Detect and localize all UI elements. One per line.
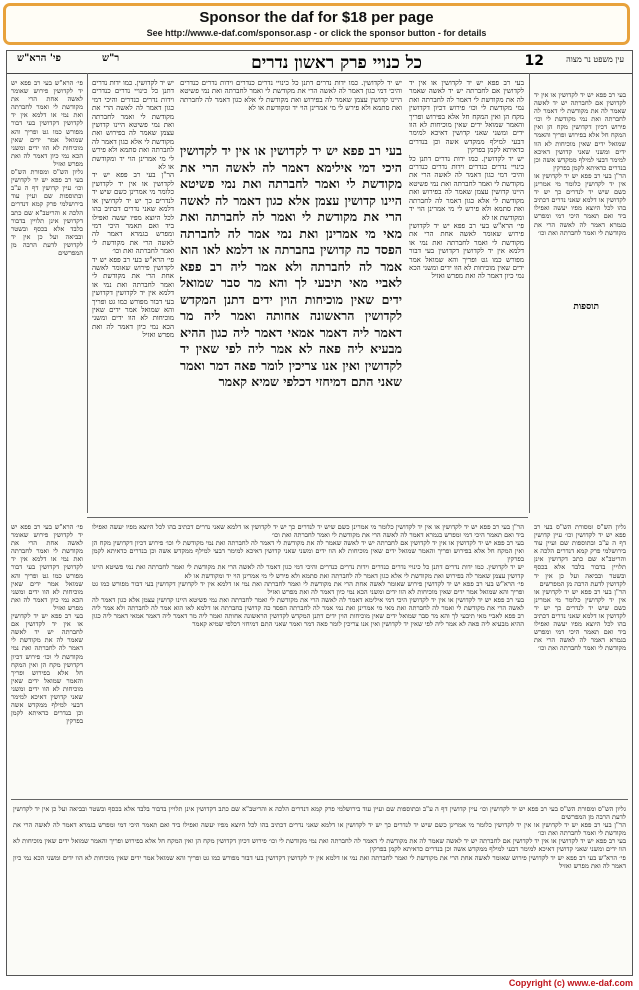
ran-text-3: יש יד לקדושין. כמו ידות נדרים דתנן כל כינויי נדרים כנדרים וידות נדרים כנדרים והיכי דמי כגון דאמר לה לאשה הרי את מקודשת לי ואמר לחברתה ואת נמי פשיטא היינו קדושין עצמן שאמר לה בפירוש ואת מקודשת לי אלא כגון דאמר לה לחברתה ואת סתמא ולא פירש לי מי אמרינן הוי יד ומקודשת או לא <box>92 563 524 580</box>
sponsor-subtitle: See http://www.e-daf.com/sponsor.asp - or click the sponsor button - for details <box>146 28 487 38</box>
rosh-column <box>11 79 83 519</box>
tosafot-heading: תוספות <box>570 301 602 312</box>
gemara-text: בעי רב פפא יש יד לקדושין או אין יד לקדושין היכי דמי אילימא דאמר לה לאשה הרי את מקודשת לי ואמר לחברתה ואת נמי פשיטא היינו קדושין עצמן אלא כגון דאמר לה לאשה הרי את מקודשת לי ואמר לה לחברתה ואת מאי מי אמרינן ואת נמי אמר לה לחברתה הפסד כה קדושין בחברתה או דלמא לאו הוא אמר לה לחברתה ולא אמר ליה רב פפא לאביי מאי תיבעי לך והא מר סבר שמואל ידים שאין מוכיחות הוין ידים דתנן המקדש לקדושין הראשונה אחותה ואמר ליה מר דאמר ליה דאמר אמאי דאמר ליה כגון ההיא מבעיא ליה פאה לא אמר ליה לפי שאין יד לקדושין ואין אנו צריכין לומר פאה דמר ואמר שאני התם דמיחזי דכלפי שמיא קאמר <box>180 143 402 389</box>
bottom-notes-text-3: בעי רב פפא יש יד לקדושין או אין יד לקדושין אם לחברתה יש יד לאשה שאמר לה את מקודשת לי דאמר לה לחברתה ואת נמי מקודשת לי וכו׳ פירוש דכיון דקדושין מקח הן ואין המקח חל אלא בפירוש ופריך והאמר שמואל ידים שאין מוכיחות לא הוו ידים ומשני שאני קדושין דאיכא למימר דבעי למילף ממקדש אשה וכן בנדרים כדאיתא לקמן בפרקין <box>13 837 626 854</box>
tosafot-text-3: פי׳ הרא"ש בעי רב פפא יש יד לקדושין פירוש שאומר לאשה אחת הרי את מקודשת לי ואמר לחברתה ואת נמי או דלמא אין יד לקדושין דקדושין בעי דבור מפורש כמו גט ופריך והא שמואל אמר ידים שאין מוכיחות לא הוו ידים ומשני הכא נמי כיון דאמר לה ואת מפרש ואזיל <box>409 221 524 281</box>
header-left-label: ר"ש <box>102 53 120 64</box>
tosafot-column <box>409 79 524 519</box>
rashi-text: יש יד לקדושין. כמו ידות נדרים דתנן כל כינויי נדרים כנדרים וידות נדרים כנדרים והיכי דמי כגון דאמר לה לאשה הרי את מקודשת לי ואמר לחברתה ואת נמי פשיטא היינו קדושין עצמן שאמר לה בפירוש ואת מקודשת לי אלא כגון דאמר לה לחברתה ואת סתמא ולא פירש לי מי אמרינן הוי יד ומקודשת או לא <box>92 79 174 172</box>
ran-text: הר"ן בעי רב פפא יש יד לקדושין או אין יד לקדושין כלומר מי אמרינן כשם שיש יד לנדרים כך יש יד לקדושין או דלמא שאני נדרים דכתיב בהו לכל היוצא מפיו יעשה ואפילו ביד ואם תאמר היכי דמי ומפרש בגמרא דאמר לה לאשה הרי את מקודשת לי ואמר לחברתה ואת וכו׳ <box>92 523 524 540</box>
tosafot-text-2: יש יד לקדושין. כמו ידות נדרים דתנן כל כינויי נדרים כנדרים וידות נדרים כנדרים והיכי דמי כגון דאמר לה לאשה הרי את מקודשת לי ואמר לחברתה ואת נמי פשיטא היינו קדושין עצמן שאמר לה בפירוש ואת מקודשת לי אלא כגון דאמר לה לחברתה ואת סתמא ולא פירש לי מי אמרינן הוי יד ומקודשת או לא <box>409 154 524 222</box>
bottom-notes <box>13 805 626 967</box>
left-lower-text: פי׳ הרא"ש בעי רב פפא יש יד לקדושין פירוש שאומר לאשה אחת הרי את מקודשת לי ואמר לחברתה ואת נמי או דלמא אין יד לקדושין דקדושין בעי דבור מפורש כמו גט ופריך והא שמואל אמר ידים שאין מוכיחות לא הוו ידים ומשני הכא נמי כיון דאמר לה ואת מפרש ואזיל <box>11 523 83 612</box>
rashi-column <box>92 79 174 519</box>
rosh-text: פי׳ הרא"ש בעי רב פפא יש יד לקדושין פירוש שאומר לאשה אחת הרי את מקודשת לי ואמר לחברתה ואת נמי או דלמא אין יד לקדושין דקדושין בעי דבור מפורש כמו גט ופריך והא שמואל אמר ידים שאין מוכיחות לא הוו ידים ומשני הכא נמי כיון דאמר לה ואת מפרש ואזיל <box>11 79 83 168</box>
bottom-notes-text: גליון הש"ס ומסורת הש"ס בעי רב פפא יש יד לקדושין וכו׳ עיין קדושין דף ה ע"ב ובתוספות שם ועיין עוד בירושלמי פרק קמא דנדרים הלכה א והריטב"א שם כתב דקדושין אינן תלויין בדבור בלבד אלא בכסף ובשטר ובביאה ועל כן אין יד לקדושין לדעת הרבה מן המפרשים <box>13 805 626 822</box>
ran-text-5: בעי רב פפא יש יד לקדושין או אין יד לקדושין היכי דמי אילימא דאמר לה לאשה הרי את מקודשת לי ואמר לחברתה ואת נמי פשיטא היינו קדושין עצמן אלא כגון דאמר לה לאשה הרי את מקודשת לי ואמר לה לחברתה ואת מאי מי אמרינן ואת נמי אמר לה לחברתה הפסד כה קדושין בחברתה או דלמא לאו הוא אמר לה לחברתה ולא אמר ליה רב פפא לאביי מאי תיבעי לך והא מר סבר שמואל ידים שאין מוכיחות הוין ידים דתנן המקדש לקדושין הראשונה אחותה ואמר ליה מר דאמר ליה דאמר אמאי דאמר ליה כגון ההיא מבעיא ליה פאה לא אמר ליה לפי שאין יד לקדושין ואין אנו צריכין לומר פאה דמר ואמר שאני התם דמיחזי דכלפי שמיא קאמר <box>92 595 524 629</box>
horizontal-divider <box>87 517 528 518</box>
talmud-page <box>6 50 633 976</box>
bottom-divider <box>11 799 628 800</box>
rashi-text-2: הר"ן בעי רב פפא יש יד לקדושין או אין יד לקדושין כלומר מי אמרינן כשם שיש יד לנדרים כך יש יד לקדושין או דלמא שאני נדרים דכתיב בהו לכל היוצא מפיו יעשה ואפילו ביד ואם תאמר היכי דמי ומפרש בגמרא דאמר לה לאשה הרי את מקודשת לי ואמר לחברתה ואת וכו׳ <box>92 171 174 256</box>
sponsor-banner[interactable] <box>3 3 630 45</box>
gemara-upper-commentary <box>180 79 402 139</box>
divider <box>529 73 530 513</box>
upper-commentary-text: יש יד לקדושין. כמו ידות נדרים דתנן כל כינויי נדרים כנדרים וידות נדרים כנדרים והיכי דמי כגון דאמר לה לאשה הרי את מקודשת לי ואמר לחברתה ואת נמי פשיטא היינו קדושין עצמן שאמר לה בפירוש ואת מקודשת לי אלא כגון דאמר לה לחברתה ואת סתמא ולא פירש לי מי אמרינן הוי יד ומקודשת או לא <box>180 79 402 113</box>
margin-notes-2: הר"ן בעי רב פפא יש יד לקדושין או אין יד לקדושין כלומר מי אמרינן כשם שיש יד לנדרים כך יש יד לקדושין או דלמא שאני נדרים דכתיב בהו לכל היוצא מפיו יעשה ואפילו ביד ואם תאמר היכי דמי ומפרש בגמרא דאמר לה לאשה הרי את מקודשת לי ואמר לחברתה ואת וכו׳ <box>534 171 626 237</box>
margin-notes: בעי רב פפא יש יד לקדושין או אין יד לקדושין אם לחברתה יש יד לאשה שאמר לה את מקודשת לי דאמר לה לחברתה ואת נמי מקודשת לי וכו׳ פירוש דכיון דקדושין מקח הן ואין המקח חל אלא בפירוש ופריך והאמר שמואל ידים שאין מוכיחות לא הוו ידים ומשני שאני קדושין דאיכא למימר דבעי למילף ממקדש אשה וכן בנדרים כדאיתא לקמן בפרקין <box>534 91 626 172</box>
header-rosh-label: פי' הרא"ש <box>17 53 61 64</box>
tosafot-text: בעי רב פפא יש יד לקדושין או אין יד לקדושין אם לחברתה יש יד לאשה שאמר לה את מקודשת לי דאמר לה לחברתה ואת נמי מקודשת לי וכו׳ פירוש דכיון דקדושין מקח הן ואין המקח חל אלא בפירוש ופריך והאמר שמואל ידים שאין מוכיחות לא הוו ידים ומשני שאני קדושין דאיכא למימר דבעי למילף ממקדש אשה וכן בנדרים כדאיתא לקמן בפרקין <box>409 79 524 155</box>
gemara-main-text <box>180 143 402 513</box>
page-header <box>7 51 632 74</box>
bottom-notes-text-4: פי׳ הרא"ש בעי רב פפא יש יד לקדושין פירוש שאומר לאשה אחת הרי את מקודשת לי ואמר לחברתה ואת נמי או דלמא אין יד לקדושין דקדושין בעי דבור מפורש כמו גט ופריך והא שמואל אמר ידים שאין מוכיחות לא הוו ידים ומשני הכא נמי כיון דאמר לה ואת מפרש ואזיל <box>13 853 626 870</box>
margin-tag: עין משפט נר מצוה <box>566 55 624 64</box>
bottom-notes-text-2: הר"ן בעי רב פפא יש יד לקדושין או אין יד לקדושין כלומר מי אמרינן כשם שיש יד לנדרים כך יש יד לקדושין או דלמא שאני נדרים דכתיב בהו לכל היוצא מפיו יעשה ואפילו ביד ואם תאמר היכי דמי ומפרש בגמרא דאמר לה לאשה הרי את מקודשת לי ואמר לחברתה ואת וכו׳ <box>13 821 626 838</box>
rashi-text-3: פי׳ הרא"ש בעי רב פפא יש יד לקדושין פירוש שאומר לאשה אחת הרי את מקודשת לי ואמר לחברתה ואת נמי או דלמא אין יד לקדושין דקדושין בעי דבור מפורש כמו גט ופריך והא שמואל אמר ידים שאין מוכיחות לא הוו ידים ומשני הכא נמי כיון דאמר לה ואת מפרש ואזיל <box>92 255 174 340</box>
right-lower-text: גליון הש"ס ומסורת הש"ס בעי רב פפא יש יד לקדושין וכו׳ עיין קדושין דף ה ע"ב ובתוספות שם ועיין עוד בירושלמי פרק קמא דנדרים הלכה א והריטב"א שם כתב דקדושין אינן תלויין בדבור בלבד אלא בכסף ובשטר ובביאה ועל כן אין יד לקדושין לדעת הרבה מן המפרשים <box>534 523 626 588</box>
divider-left <box>87 73 88 513</box>
ran-text-2: בעי רב פפא יש יד לקדושין או אין יד לקדושין אם לחברתה יש יד לאשה שאמר לה את מקודשת לי דאמר לה לחברתה ואת נמי מקודשת לי וכו׳ פירוש דכיון דקדושין מקח הן ואין המקח חל אלא בפירוש ופריך והאמר שמואל ידים שאין מוכיחות לא הוו ידים ומשני שאני קדושין דאיכא למימר דבעי למילף ממקדש אשה וכן בנדרים כדאיתא לקמן בפרקין <box>92 539 524 564</box>
rosh-text-2: גליון הש"ס ומסורת הש"ס בעי רב פפא יש יד לקדושין וכו׳ עיין קדושין דף ה ע"ב ובתוספות שם ועיין עוד בירושלמי פרק קמא דנדרים הלכה א והריטב"א שם כתב דקדושין אינן תלויין בדבור בלבד אלא בכסף ובשטר ובביאה ועל כן אין יד לקדושין לדעת הרבה מן המפרשים <box>11 168 83 257</box>
left-lower-column <box>11 523 83 793</box>
sponsor-title: Sponsor the daf for $18 per page <box>199 9 434 26</box>
ran-text-4: פי׳ הרא"ש בעי רב פפא יש יד לקדושין פירוש שאומר לאשה אחת הרי את מקודשת לי ואמר לחברתה ואת נמי או דלמא אין יד לקדושין דקדושין בעי דבור מפורש כמו גט ופריך והא שמואל אמר ידים שאין מוכיחות לא הוו ידים ומשני הכא נמי כיון דאמר לה ואת מפרש ואזיל <box>92 579 524 596</box>
chapter-title: כל כנויי פרק ראשון נדרים <box>251 53 422 73</box>
right-lower-column <box>534 523 626 793</box>
right-lower-text-2: הר"ן בעי רב פפא יש יד לקדושין או אין יד לקדושין כלומר מי אמרינן כשם שיש יד לנדרים כך יש יד לקדושין או דלמא שאני נדרים דכתיב בהו לכל היוצא מפיו יעשה ואפילו ביד ואם תאמר היכי דמי ומפרש בגמרא דאמר לה לאשה הרי את מקודשת לי ואמר לחברתה ואת וכו׳ <box>534 587 626 653</box>
left-lower-text-2: בעי רב פפא יש יד לקדושין או אין יד לקדושין אם לחברתה יש יד לאשה שאמר לה את מקודשת לי דאמר לה לחברתה ואת נמי מקודשת לי וכו׳ פירוש דכיון דקדושין מקח הן ואין המקח חל אלא בפירוש ופריך והאמר שמואל ידים שאין מוכיחות לא הוו ידים ומשני שאני קדושין דאיכא למימר דבעי למילף ממקדש אשה וכן בנדרים כדאיתא לקמן בפרקין <box>11 612 83 726</box>
copyright-link[interactable]: Copyright (c) www.e-daf.com <box>508 978 633 988</box>
page-number: 12 <box>524 53 544 69</box>
ran-column <box>92 523 524 793</box>
